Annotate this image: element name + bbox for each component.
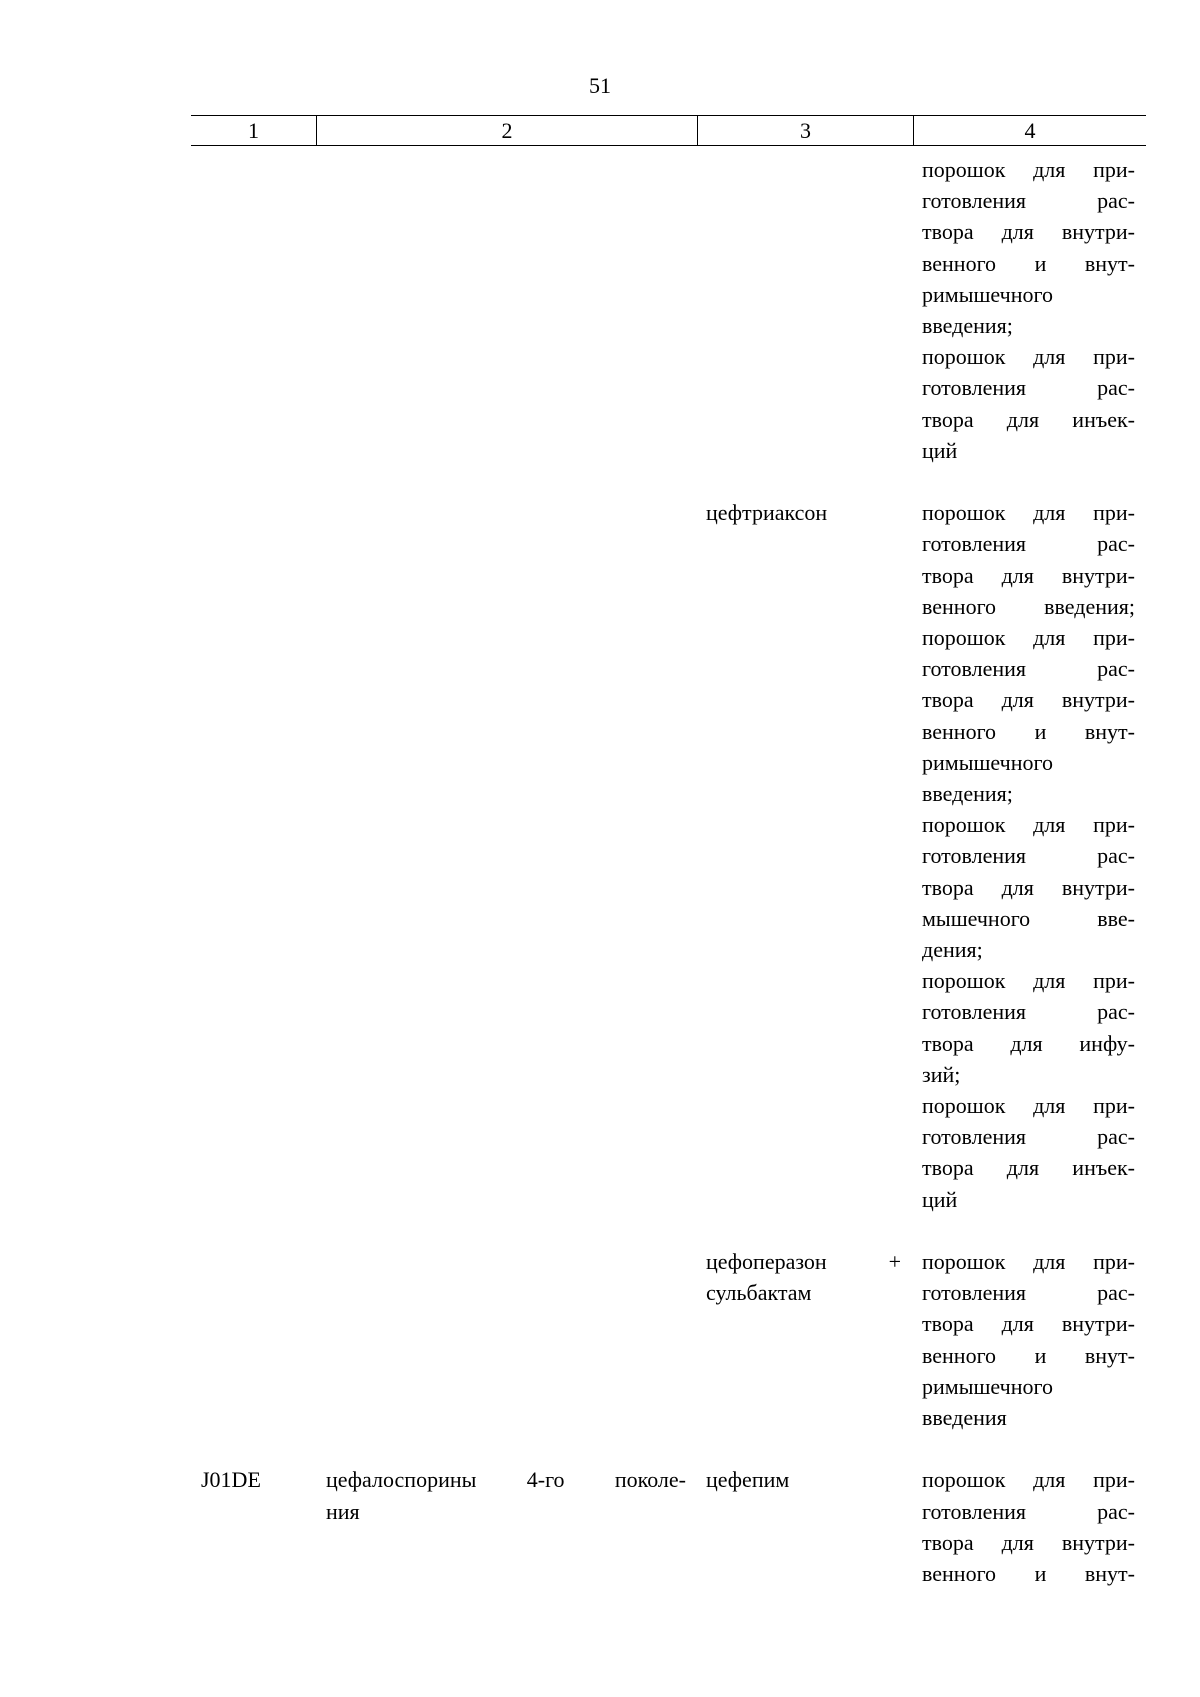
text-line: римышечного (922, 749, 1053, 775)
atc-code-cell (191, 497, 316, 1215)
group-name-cell (316, 154, 696, 466)
dosage-forms-cell (911, 497, 1143, 1215)
text-line: твора для внутри- (922, 874, 1135, 900)
text-line: введения; (922, 781, 1013, 807)
text-line: ния (326, 1498, 360, 1524)
text-line: порошок для при- (922, 1249, 1135, 1275)
header-row (191, 116, 1146, 146)
text-line: готовления рас- (922, 1124, 1135, 1150)
text-line: венного и внут- (922, 1342, 1135, 1368)
text-line: венного и внут- (922, 250, 1135, 276)
text-line: твора для внутри- (922, 562, 1135, 588)
text-line: цефалоспорины 4-го поколе- (326, 1467, 686, 1493)
text-line: твора для инфу- (922, 1030, 1135, 1056)
group-name-cell (316, 1464, 696, 1589)
text-line: твора для внутри- (922, 687, 1135, 713)
text-line: введения (922, 1405, 1007, 1431)
group-name-cell (316, 1246, 696, 1433)
text-line: порошок для при- (922, 157, 1135, 182)
header-col-4: 4 (914, 116, 1147, 146)
drug-name-cell (696, 154, 911, 466)
text-line: введения; (922, 313, 1013, 339)
text-line: ций (922, 437, 958, 463)
text-line: ций (922, 1186, 958, 1212)
text-line: зий; (922, 1061, 961, 1087)
text-line: готовления рас- (922, 999, 1135, 1025)
table-row (191, 497, 1143, 1215)
text-line: венного введения; (922, 593, 1135, 619)
text-line: порошок для при- (922, 968, 1135, 994)
text-line: венного и внут- (922, 1561, 1135, 1587)
text-line: римышечного (922, 1373, 1053, 1399)
atc-code-cell (191, 1246, 316, 1433)
atc-code-cell (191, 154, 316, 466)
header-col-1: 1 (191, 116, 317, 146)
text-line: готовления рас- (922, 188, 1135, 214)
page-number: 51 (589, 73, 611, 98)
text-line: мышечного вве- (922, 905, 1135, 931)
text-line: готовления рас- (922, 656, 1135, 682)
header-col-2: 2 (317, 116, 698, 146)
drug-name-cell (696, 497, 911, 1215)
table-row (191, 1464, 1143, 1589)
text-line: дения; (922, 937, 983, 963)
dosage-forms-cell (911, 154, 1143, 466)
text-line: римышечного (922, 281, 1053, 307)
text-line: твора для внутри- (922, 1529, 1135, 1555)
text-line: сульбактам (706, 1280, 812, 1306)
text-line: готовления рас- (922, 1498, 1135, 1524)
text-line: порошок для при- (922, 1093, 1135, 1119)
dosage-forms-cell (911, 1246, 1143, 1433)
table-row (191, 154, 1143, 466)
table-row (191, 1246, 1143, 1433)
drug-name-cell (696, 1464, 911, 1589)
header-col-3: 3 (698, 116, 914, 146)
text-line: твора для внутри- (922, 219, 1135, 245)
text-line: порошок для при- (922, 1467, 1135, 1493)
text-line: порошок для при- (922, 625, 1135, 651)
text-line: твора для инъек- (922, 1155, 1135, 1181)
text-line: готовления рас- (922, 1280, 1135, 1306)
text-line: готовления рас- (922, 843, 1135, 869)
text-line: готовления рас- (922, 531, 1135, 557)
text-line: порошок для при- (922, 812, 1135, 838)
text-line: порошок для при- (922, 344, 1135, 370)
text-line: цефтриаксон (706, 500, 828, 526)
text-line: твора для внутри- (922, 1311, 1135, 1337)
text-line: твора для инъек- (922, 406, 1135, 432)
drug-name-cell (696, 1246, 911, 1433)
text-line: порошок для при- (922, 500, 1135, 526)
dosage-forms-cell (911, 1464, 1143, 1589)
text-line: венного и внут- (922, 718, 1135, 744)
text-line: цефепим (706, 1467, 790, 1493)
text-line: готовления рас- (922, 375, 1135, 401)
table-body (191, 154, 1143, 1589)
text-line: цефоперазон + (706, 1249, 901, 1275)
atc-code-cell: J01DE (201, 1467, 261, 1493)
group-name-cell (316, 497, 696, 1215)
column-header-table (191, 115, 1146, 146)
